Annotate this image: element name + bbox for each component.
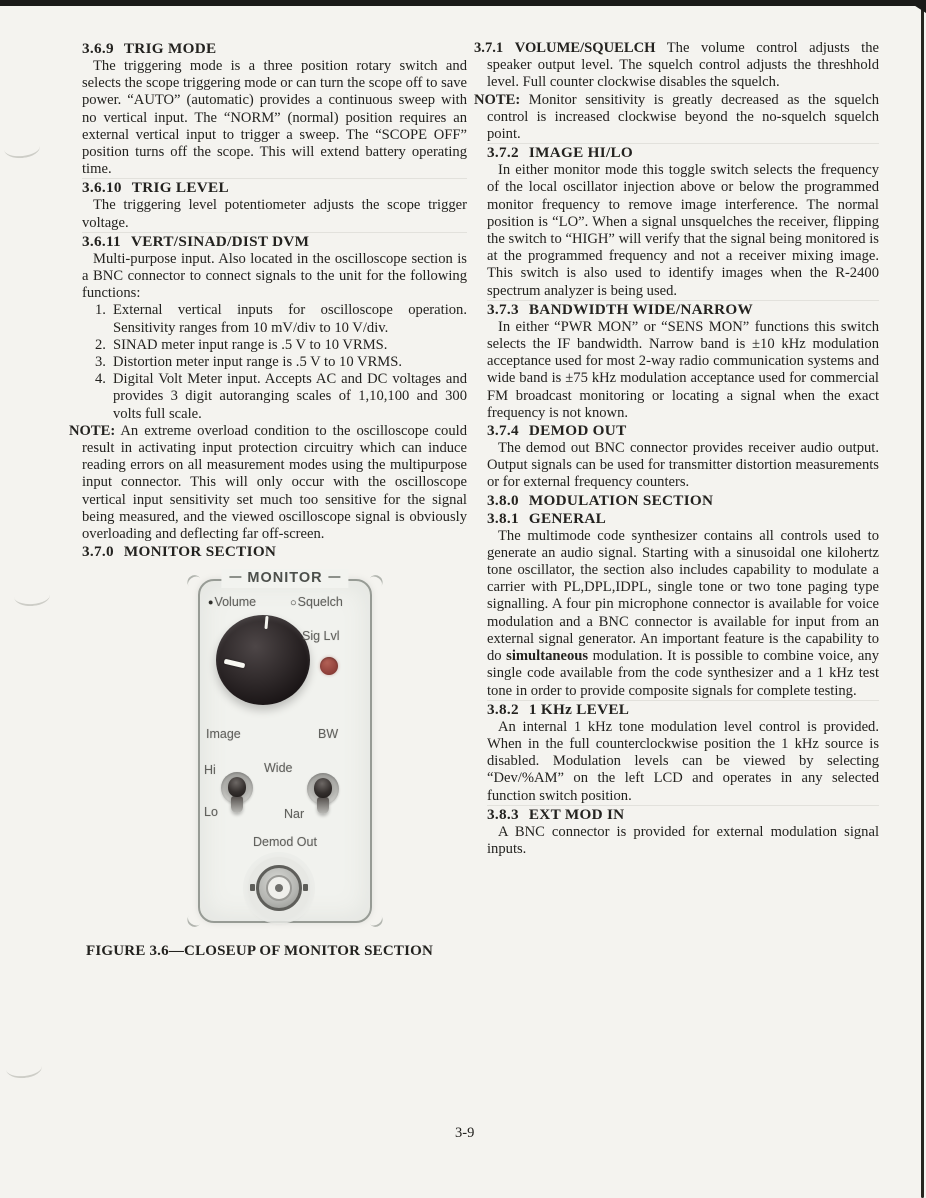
scan-top-edge [0, 0, 926, 6]
demod-out-label: Demod Out [253, 835, 317, 850]
section-heading-3-8-3 [487, 806, 879, 824]
section-heading-3-6-9 [82, 40, 467, 58]
section-heading-3-8-1 [487, 510, 879, 528]
scan-binding-mark [5, 1056, 43, 1080]
squelch-indicator-circle-icon: ○ [290, 597, 297, 610]
figure-caption: FIGURE 3.6—CLOSEUP OF MONITOR SECTION [86, 943, 434, 960]
section-heading-3-7-2 [487, 144, 879, 162]
knob-pointer-mark [224, 659, 246, 669]
bnc-lug [250, 884, 255, 891]
image-label: Image [206, 727, 241, 742]
figure-monitor-panel [198, 570, 372, 923]
section-heading-3-7-3 [487, 301, 879, 319]
right-column [474, 40, 880, 858]
image-hi-lo-toggle [217, 770, 257, 818]
run-in-heading [474, 40, 656, 56]
section-title: GENERAL [528, 509, 607, 527]
section-heading-3-8-2 [487, 701, 879, 719]
volume-label-text: Volume [214, 595, 257, 610]
list-text: SINAD meter input range is .5 V to 10 VRMS. [113, 336, 388, 353]
section-text: modulation. It is possible to combine voice, any single code available from the code synthesizer and a 1 kHz test tone in order to provide composite signals for complete testing. [487, 648, 880, 699]
section-heading-3-6-11 [82, 233, 467, 251]
note-text: Monitor sensitivity is greatly decreased as the squelch control is increased clockwise beyond the no-squelch squelch point. [487, 91, 879, 143]
knob-index-mark [264, 616, 268, 629]
section-title: VOLUME/SQUELCH [514, 40, 656, 56]
toggle-handle [231, 796, 243, 813]
section-heading-3-7-4 [487, 422, 879, 440]
section-title: MONITOR SECTION [123, 543, 277, 561]
section-number: 3.7.3 [487, 300, 519, 318]
section-title: 1 KHz LEVEL [528, 700, 630, 718]
volume-indicator-dot-icon: ● [208, 597, 214, 608]
note-paragraph [474, 91, 879, 144]
section-paragraph: Multi-purpose input. Also located in the oscilloscope section is a BNC connector to connect signals to the unit for the following functions: [82, 250, 467, 302]
scan-corner-mark [906, 0, 926, 13]
list-number: 1. [95, 302, 106, 319]
section-heading-3-6-10 [82, 179, 467, 197]
section-number: 3.7.0 [82, 543, 114, 561]
section-number: 3.7.4 [487, 422, 519, 440]
list-text: External vertical inputs for oscilloscope operation. Sensitivity ranges from 10 mV/div to 10 V/div. [113, 302, 467, 336]
scan-right-edge [921, 3, 924, 1198]
lo-label: Lo [204, 805, 218, 820]
list-text: Distortion meter input range is .5 V to 10 VRMS. [113, 354, 403, 371]
volume-label [208, 595, 256, 609]
bandwidth-wide-nar-toggle [303, 771, 343, 819]
section-paragraph: In either monitor mode this toggle switch selects the frequency of the local oscillator injection above or below the programmed monitor frequency to remove image interference. The normal position is “LO”. When a signal unsquelches the receiver, flipping the switch to “HIGH” will verify that the signal being monitored is at the programmed frequency and not a receiver mixing image. This switch is also used to identify images when the R-2400 spectrum analyzer is being used. [487, 162, 879, 299]
section-paragraph: The triggering mode is a three position rotary switch and selects the scope triggering mode or can turn the scope off to save power. “AUTO” (automatic) provides a continuous sweep with no vertical input. The “NORM” (normal) position requires an external vertical input to trigger a sweep. The “SCOPE OFF” position turns off the scope. This will extend battery operating time. [82, 58, 467, 178]
section-paragraph: The demod out BNC connector provides receiver audio output. Output signals can be used for transmitter distortion measurements or for external frequency counters. [487, 440, 879, 491]
volume-knob [216, 615, 310, 705]
section-number: 3.7.2 [487, 144, 519, 162]
section-title: TRIG LEVEL [131, 179, 229, 197]
section-text: The volume control adjusts the speaker output level. The squelch control adjusts the threshhold level. Full counter clockwise disables the squelch. [487, 40, 879, 91]
nar-label: Nar [284, 807, 305, 822]
section-number: 3.8.3 [487, 805, 519, 823]
section-number: 3.8.1 [487, 509, 519, 527]
section-number: 3.6.9 [82, 40, 114, 57]
section-title: MODULATION SECTION [528, 491, 714, 509]
section-title: IMAGE HI/LO [528, 144, 634, 162]
section-title: TRIG MODE [123, 40, 217, 57]
left-column [69, 40, 467, 960]
hi-label: Hi [204, 763, 216, 778]
note-text: An extreme overload condition to the oscilloscope could result in activating input protection circuitry which can induce reading errors on all measurement modes using the multipurpose input connector. This will only occur with the oscilloscope vertical input sensitivity set much too sensitive for the signal being measured, and the viewed oscilloscope signal is obviously overloading and deflecting far off-screen. [82, 422, 467, 543]
section-number: 3.6.10 [82, 179, 122, 197]
list-number: 3. [95, 354, 106, 371]
list-item [95, 336, 467, 354]
section-paragraph: In either “PWR MON” or “SENS MON” functions this switch selects the IF bandwidth. Narrow band is ±10 kHz modulation acceptance used for most 2-way radio communication systems and wide band is ±75 kHz modulation acceptance used for commercial FM broadcast monitoring or locating a signal when the exact frequency is not known. [487, 318, 879, 421]
section-text: The multimode code synthesizer contains all controls used to generate an audio signal. Starting with a sinusoidal one kilohertz tone oscillator, the section also includes capability to modulate a carrier with PL,DPL,IDPL, single tone or two tone paging type signalling. A four pin microphone connector is available for voice modulation and a BNC connector is available for input from an external signal generator. An important feature is the capability to do [487, 527, 879, 665]
section-number: 3.8.2 [487, 700, 519, 718]
scan-binding-mark [3, 136, 41, 160]
list-number: 2. [95, 336, 106, 353]
toggle-handle [317, 797, 329, 814]
section-title: BANDWIDTH WIDE/NARROW [528, 300, 754, 318]
list-text: Digital Volt Meter input. Accepts AC and DC voltages and provides 3 digit autoranging scales of 1,10,100 and 300 volts full scale. [113, 371, 467, 422]
section-paragraph: An internal 1 kHz tone modulation level control is provided. When in the full counterclockwise position the 1 kHz source is disabled. Modulation levels can be viewed by selecting “Dev/%AM” on the left LCD and operates in any selected function switch position. [487, 718, 879, 804]
squelch-label [290, 595, 343, 609]
section-title: EXT MOD IN [528, 805, 625, 823]
bnc-lug [303, 884, 308, 891]
section-paragraph: The triggering level potentiometer adjusts the scope trigger voltage. [82, 197, 467, 231]
bw-label: BW [318, 727, 339, 742]
scan-binding-mark [13, 585, 50, 607]
section-paragraph-3-7-1 [474, 40, 879, 92]
section-number: 3.8.0 [487, 491, 519, 509]
section-heading-3-8-0 [487, 492, 879, 510]
section-title: DEMOD OUT [528, 422, 627, 440]
squelch-label-text: Squelch [297, 595, 343, 610]
toggle-bat [314, 778, 332, 798]
section-paragraph: A BNC connector is provided for external modulation signal inputs. [487, 823, 879, 857]
page-number: 3-9 [455, 1125, 475, 1141]
note-label: NOTE: [474, 91, 521, 108]
section-number: 3.7.1 [474, 40, 504, 56]
list-number: 4. [95, 371, 106, 388]
section-heading-3-7-0 [82, 543, 467, 561]
wide-label: Wide [264, 761, 293, 776]
demod-out-bnc-connector [248, 857, 310, 919]
list-item [95, 371, 467, 423]
note-paragraph [69, 422, 467, 543]
panel-title: MONITOR [221, 569, 348, 588]
toggle-bat [228, 777, 246, 797]
list-item [95, 302, 467, 336]
section-title: VERT/SINAD/DIST DVM [130, 232, 310, 250]
section-paragraph [487, 528, 879, 700]
section-number: 3.6.11 [82, 232, 121, 250]
note-label: NOTE: [69, 422, 116, 439]
list-item [95, 354, 467, 371]
bold-word: simultaneous [506, 648, 589, 665]
sig-lvl-label: Sig Lvl [302, 629, 340, 644]
